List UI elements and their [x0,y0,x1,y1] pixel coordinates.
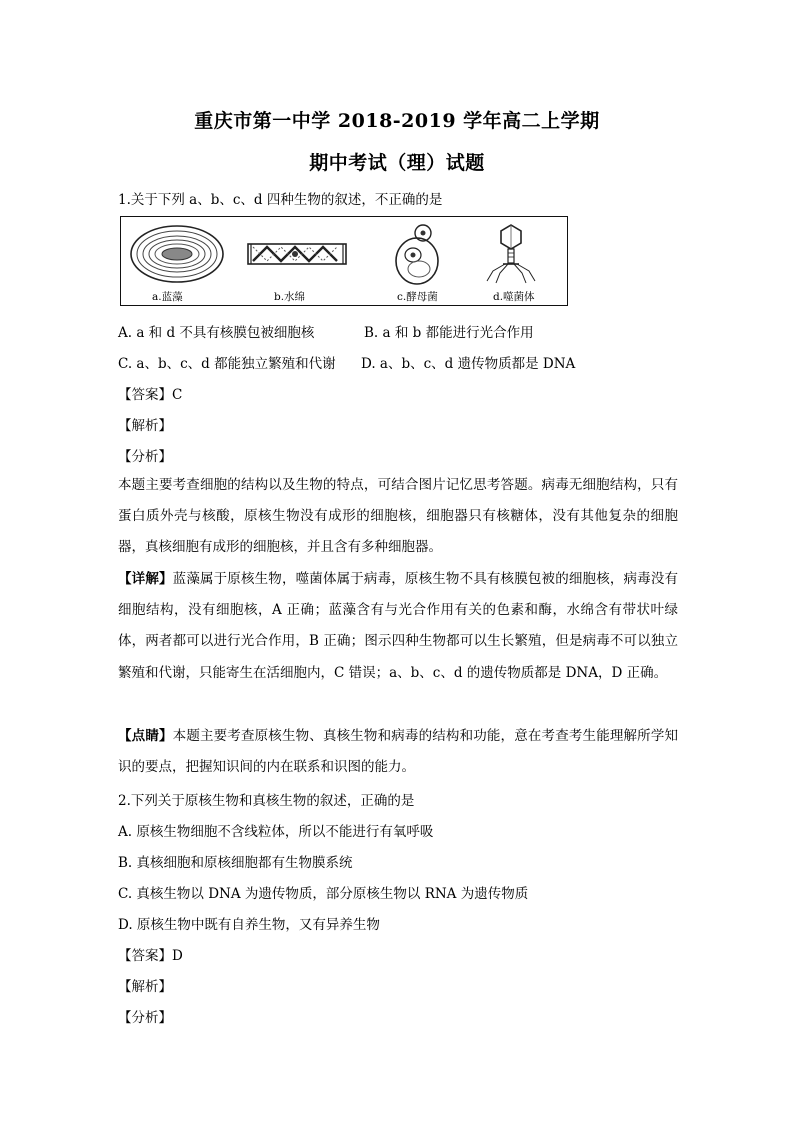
q1-option-a: A. a 和 d 不具有核膜包被细胞核 [118,325,315,341]
bacteriophage-drawing [483,223,539,285]
q2-stem: 2.下列关于原核生物和真核生物的叙述，正确的是 [118,793,415,809]
q2-option-d: D. 原核生物中既有自养生物，又有异养生物 [118,917,380,933]
q1-analysis-heading: 【解析】 [118,418,172,434]
q2-option-c: C. 真核生物以 DNA 为遗传物质，部分原核生物以 RNA 为遗传物质 [118,886,529,902]
q1-fenxi-text: 本题主要考查细胞的结构以及生物的特点，可结合图片记忆思考答题。病毒无细胞结构，只有蛋白质外壳与核酸，原核生物没有成形的细胞核，细胞器只有核糖体，没有其他复杂的细胞器，真核细胞有成形的细胞核，并且含有多种细胞器。 [118,477,678,556]
q1-option-b: B. a 和 b 都能进行光合作用 [364,325,534,341]
detail-label: 【详解】 [118,571,173,587]
q2-answer: 【答案】D [118,948,183,964]
q1-option-d: D. a、b、c、d 遗传物质都是 DNA [361,356,576,372]
blue-algae-drawing [129,223,225,285]
caption-d: d.噬菌体 [493,291,535,303]
document-subtitle: 期中考试（理）试题 [309,152,485,174]
q2-option-b: B. 真核细胞和原核细胞都有生物膜系统 [118,855,353,871]
caption-a: a.蓝藻 [152,291,183,303]
q1-stem: 1.关于下列 a、b、c、d 四种生物的叙述，不正确的是 [118,192,443,208]
q1-option-c: C. a、b、c、d 都能独立繁殖和代谢 [118,356,336,372]
q2-fenxi-heading: 【分析】 [118,1010,172,1026]
spirogyra-drawing [247,239,347,269]
detail-text: 蓝藻属于原核生物，噬菌体属于病毒，原核生物不具有核膜包被的细胞核，病毒没有细胞结构，没有细胞核，A 正确；蓝藻含有与光合作用有关的色素和酶，水绵含有带状叶绿体，两者都可以进行光合作用，B 正确；图示四种生物都可以生长繁殖，但是病毒不可以独立繁殖和代谢，只能寄生在活细胞内，C 错误；a、b、c、d 的遗传物质都是 DNA，D 正确。 [118,571,679,681]
dianjing-label: 【点睛】 [118,728,173,744]
document-title: 重庆市第一中学 2018-2019 学年高二上学期 [194,110,600,132]
q1-dianjing [118,721,678,783]
q1-fenxi-heading: 【分析】 [118,449,172,465]
caption-c: c.酵母菌 [397,291,438,303]
q1-detail [118,564,678,689]
q2-analysis-heading: 【解析】 [118,979,172,995]
dianjing-text: 本题主要考查原核生物、真核生物和病毒的结构和功能，意在考查考生能理解所学知识的要点，把握知识间的内在联系和识图的能力。 [118,728,679,776]
q2-option-a: A. 原核生物细胞不含线粒体，所以不能进行有氧呼吸 [118,824,434,840]
yeast-drawing [393,223,443,287]
caption-b: b.水绵 [274,291,306,303]
q1-figure [120,216,568,306]
q1-answer: 【答案】C [118,387,183,403]
